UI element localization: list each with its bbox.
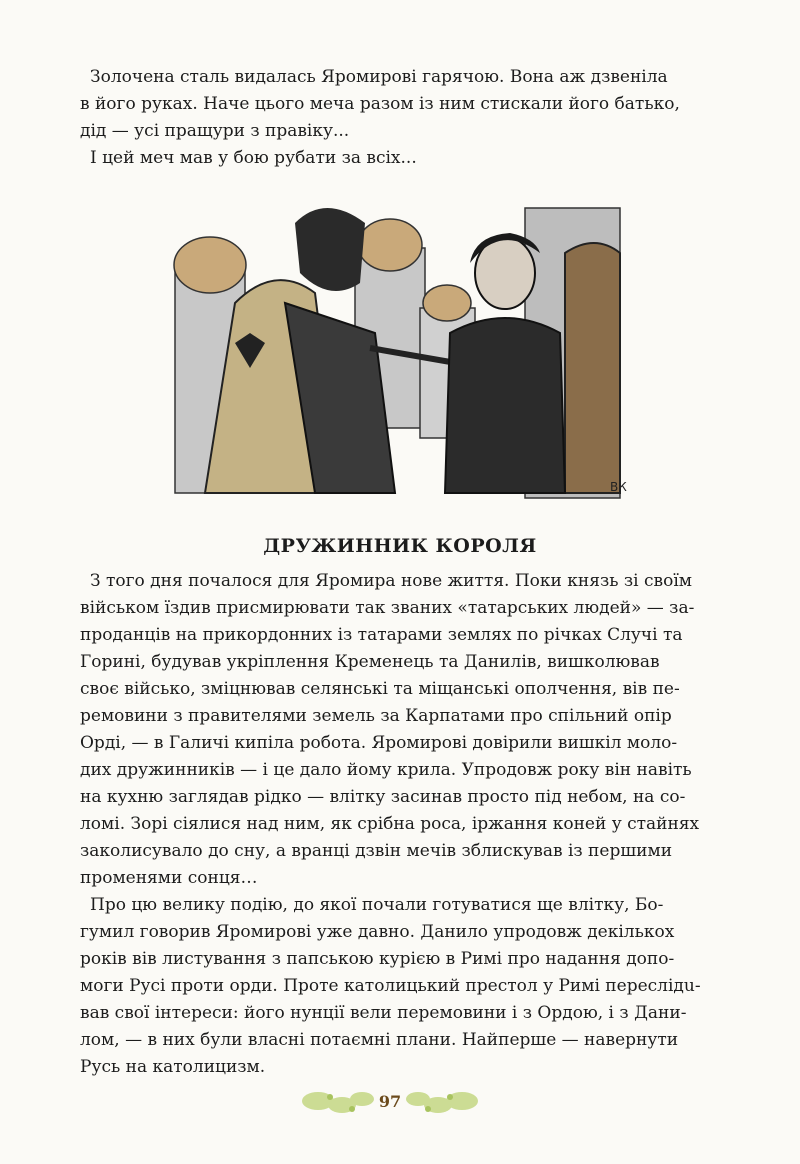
text-line: на кухню заглядав рідко — влітку засинав просто під небом, на со- [80,787,686,807]
chapter-title: ДРУЖИННИК КОРОЛЯ [263,535,537,557]
text-line: в його руках. Наче цього меча разом із ним стискали його батько, [80,94,680,114]
text-line: Золочена сталь видалась Яромирові гарячою. Вона аж дзвеніла [90,67,668,87]
text-line: Русь на католицизм. [80,1057,266,1077]
text-line: І цей меч мав у бою рубати за всіх... [90,148,417,168]
chapter-body [80,568,720,1081]
illustrator-signature: ВК [610,480,627,494]
text-line: років вів листування з папською курією в Римі про надання допо- [80,949,675,969]
text-line: вав свої інтереси: його нунції вели перемовини і з Ордою, і з Дани- [80,1003,687,1023]
text-line: гумил говорив Яромирові уже давно. Данило упродовж декількох [80,922,675,942]
text-line: З того дня почалося для Яромира нове життя. Поки князь зі своїм [90,571,692,591]
text-line: проданців на прикордонних із татарами землях по річках Случі та [80,625,683,645]
text-line: ломі. Зорі сіялися над ним, як срібна роса, іржання коней у стайнях [80,814,700,834]
text-line: лом, — в них були власні потаємні плани. Найперше — навернути [80,1030,679,1050]
illustration-knight-and-youth [165,193,625,505]
text-line: заколисувало до сну, а вранці дзвін мечів зблискував із першими [80,841,673,861]
intro-paragraphs [80,64,720,172]
text-line: Орді, — в Галичі кипіла робота. Яромирові довірили вишкіл моло- [80,733,678,753]
text-line: своє військо, зміцнював селянські та міщанські ополчення, вів пе- [80,679,680,699]
text-line: ремовини з правителями земель за Карпатами про спільний опір [80,706,672,726]
page-number: 97 [378,1092,402,1111]
text-line: дід — усі пращури з правіку... [80,121,350,141]
text-line: військом їздив присмирювати так званих «татарських людей» — за- [80,598,695,618]
text-line: дих дружинників — і це дало йому крила. Упродовж року він навіть [80,760,692,780]
text-line: моги Русі проти орди. Проте католицький престол у Римі переслідu- [80,976,701,996]
text-line: Про цю велику подію, до якої почали готуватися ще влітку, Бо- [90,895,664,915]
text-line: Горині, будував укріплення Кременець та Данилів, вишколював [80,652,660,672]
page-footer [300,1083,480,1121]
text-line: променями сонця… [80,868,258,888]
